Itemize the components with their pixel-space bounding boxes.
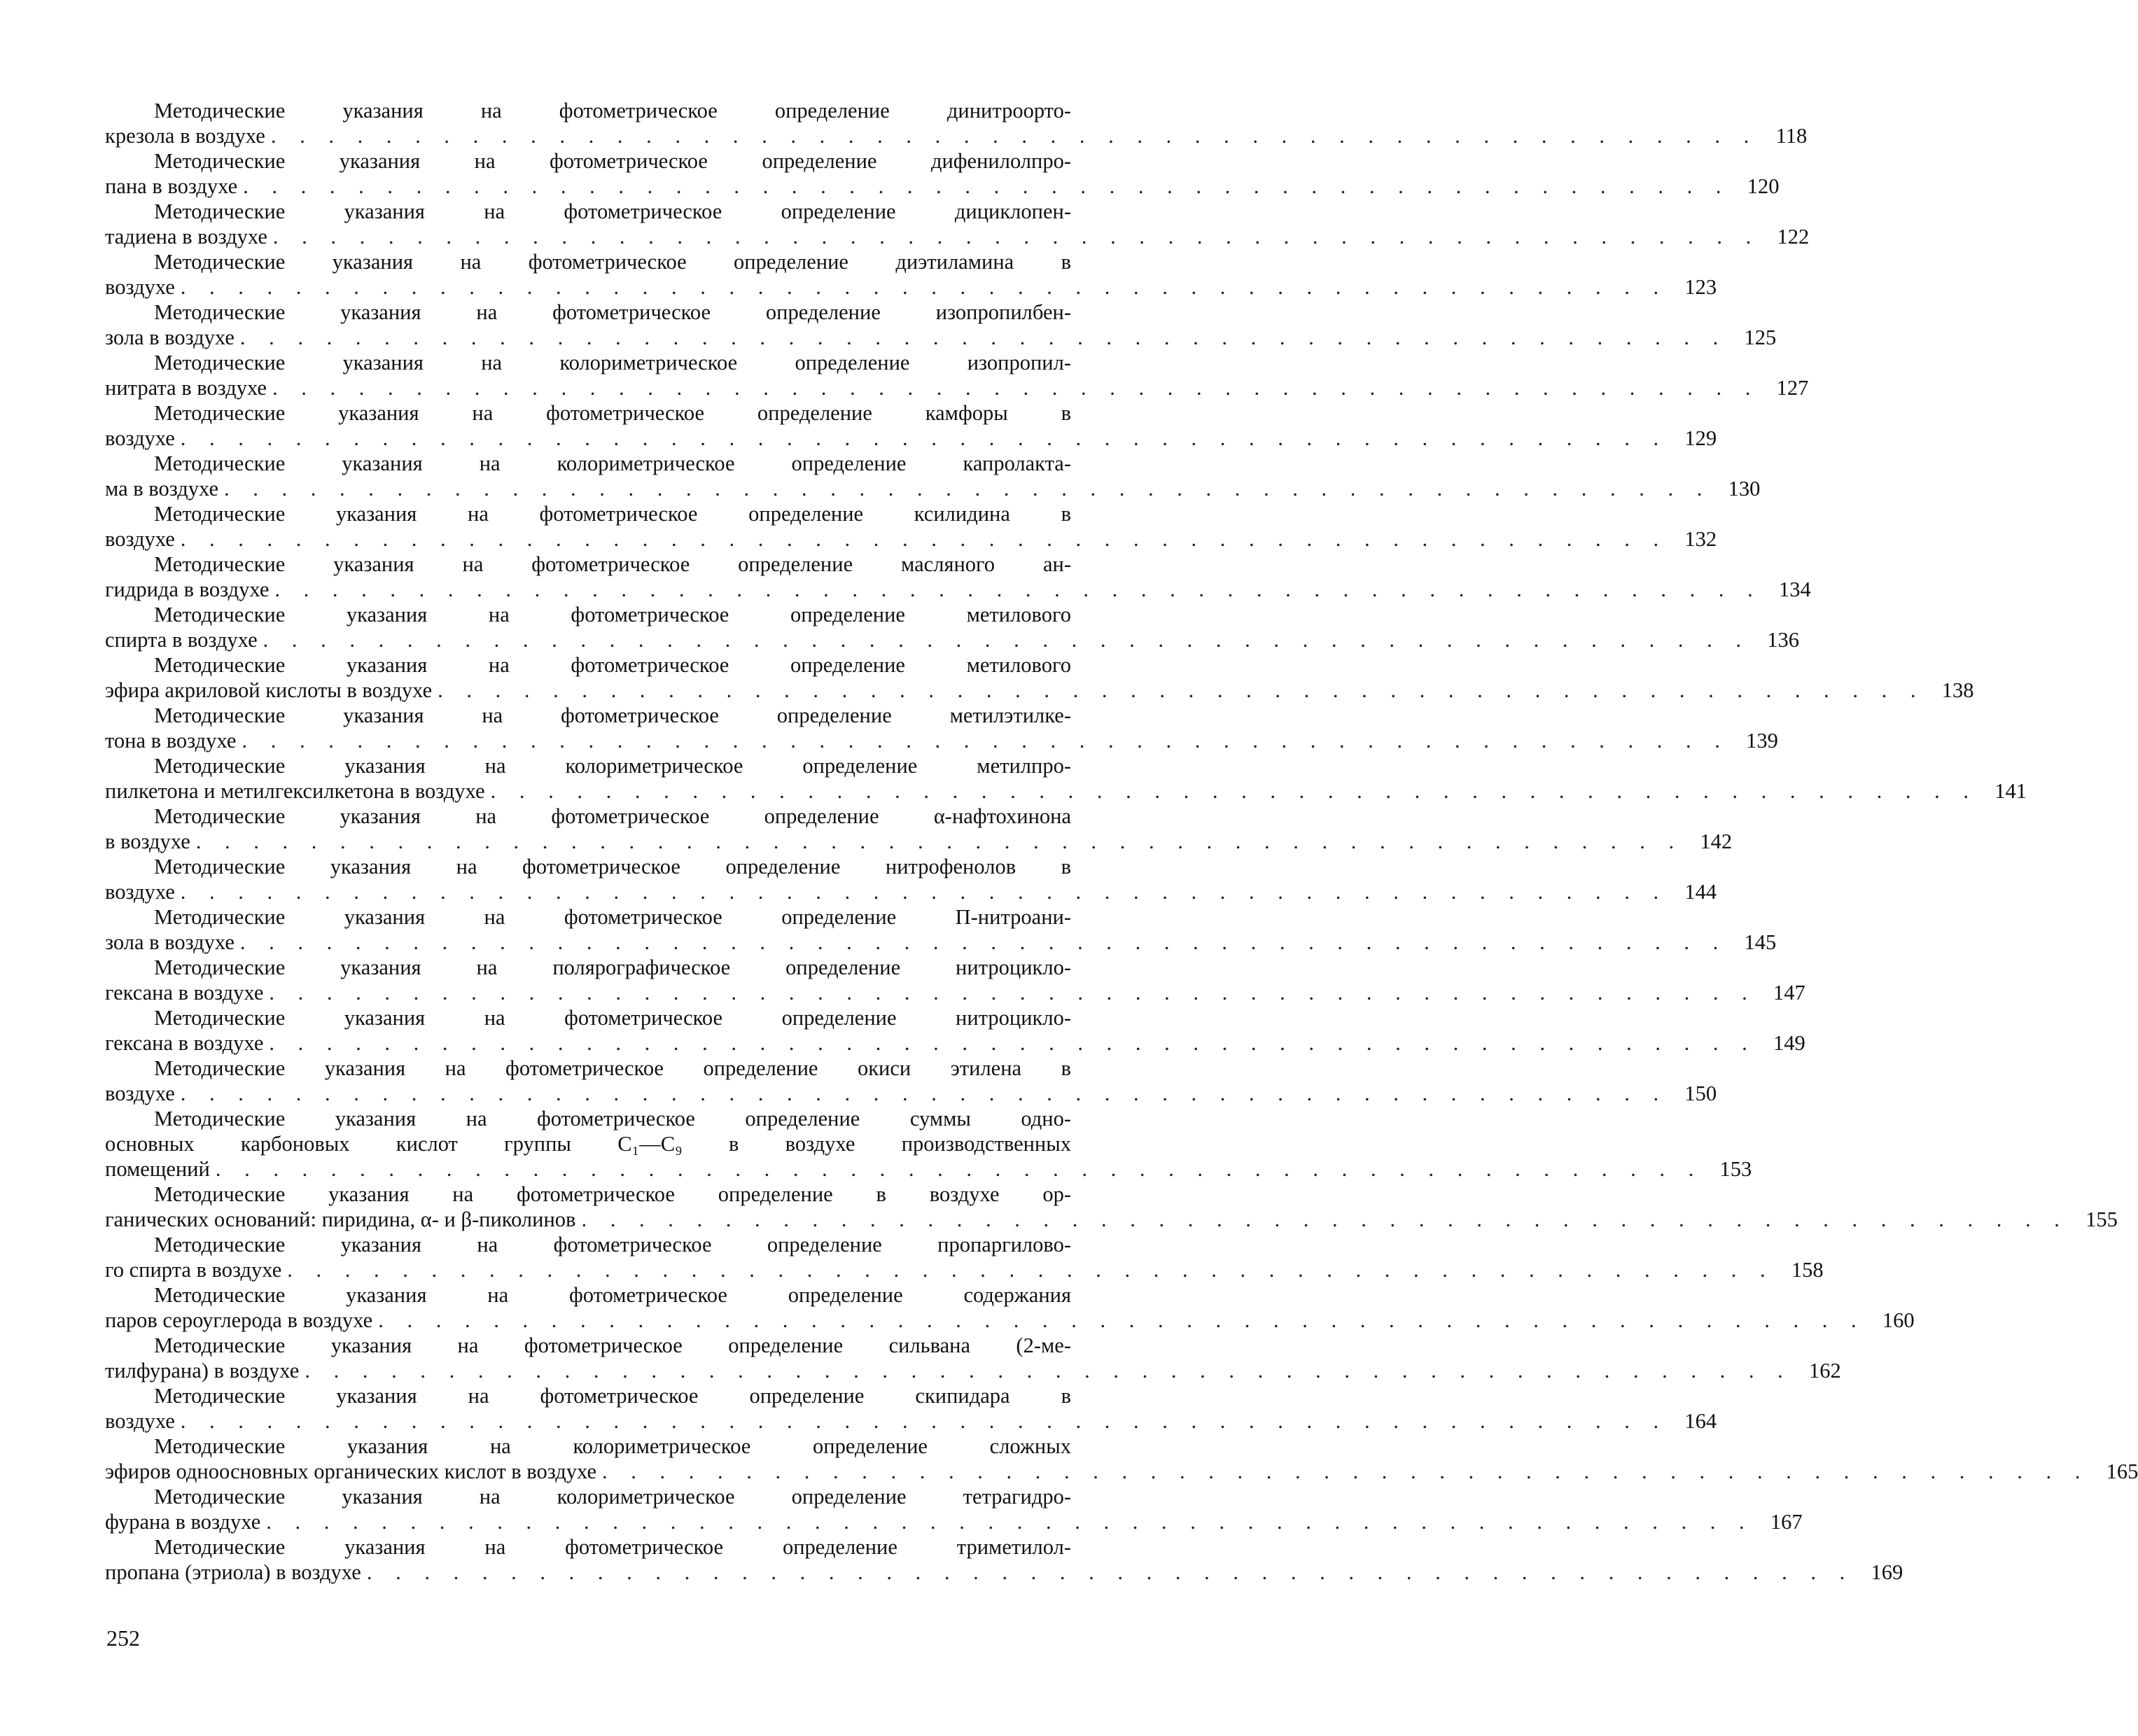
entry-page-number: 167 [1770, 1510, 1803, 1534]
toc-entry [105, 1005, 1805, 1056]
entry-title-line: тона в воздухе [105, 729, 237, 752]
entry-title-line: Методические указания на фотометрическое определение диэтиламина в [154, 250, 1071, 274]
dot-leader: . . . . . . . . . . . . . . . . . . . . . . . . . . . . . . . . . . . . . . . . . . . . . . . . . . . . [242, 729, 1729, 752]
dot-leader: . . . . . . . . . . . . . . . . . . . . . . . . . . . . . . . . . . . . . . . . . . . . . . . . . . . . [239, 930, 1728, 954]
entry-title-line: пилкетона и метилгексилкетона в воздухе [105, 779, 485, 803]
entry-last-line [105, 1081, 1717, 1106]
entry-title-line: зола в воздухе [105, 326, 235, 349]
entry-page-number: 129 [1684, 426, 1717, 450]
toc-entry [105, 300, 1777, 350]
entry-title-line: фурана в воздухе [105, 1510, 261, 1534]
toc-entry [105, 1333, 1841, 1383]
entry-last-line [105, 627, 1800, 652]
toc-entry [105, 199, 1810, 249]
entry-last-line [105, 426, 1717, 451]
entry-page-number: 136 [1767, 628, 1800, 652]
entry-title-line: пана в воздухе [105, 174, 238, 198]
toc-entry [105, 1182, 2118, 1232]
entry-title-line: Методические указания на колориметрическое определение сложных [154, 1434, 1071, 1458]
entry-last-line [105, 375, 1809, 400]
entry-title-line: Методические указания на фотометрическое определение α-нафтохинона [154, 804, 1071, 828]
entry-page-number: 120 [1747, 174, 1780, 198]
toc-entry [105, 501, 1717, 552]
entry-title-line: Методические указания на фотометрическое определение сильвана (2-ме- [154, 1334, 1071, 1357]
entry-title-line: Методические указания на фотометрическое определение нитроцикло- [154, 1006, 1071, 1030]
entry-page-number: 132 [1684, 527, 1717, 551]
entry-last-line [105, 1509, 1803, 1534]
entry-page-number: 155 [2085, 1208, 2118, 1231]
entry-title-line: Методические указания на фотометрическое определение дифенилолпро- [154, 149, 1071, 173]
entry-title-line: Методические указания на фотометрическое определение пропаргилово- [154, 1233, 1071, 1256]
entry-last-line [105, 1207, 2118, 1232]
toc-entry [105, 854, 1717, 904]
entry-title-line: Методические указания на фотометрическое определение триметилол- [154, 1535, 1071, 1559]
entry-last-line [105, 678, 1974, 703]
entry-page-number: 134 [1779, 578, 1811, 601]
entry-title-line: Методические указания на фотометрическое определение скипидара в [154, 1384, 1071, 1408]
entry-title-line: Методические указания на колориметрическое определение изопропил- [154, 351, 1071, 374]
toc-entry [105, 451, 1761, 501]
entry-last-line [105, 879, 1717, 904]
entry-title-line: ганических оснований: пиридина, α- и β-пиколинов [105, 1208, 576, 1231]
entry-title-line: эфира акриловой кислоты в воздухе [105, 678, 433, 702]
entry-title-line: го спирта в воздухе [105, 1258, 282, 1282]
toc-entry [105, 1434, 2138, 1484]
entry-last-line [105, 274, 1717, 300]
dot-leader: . . . . . . . . . . . . . . . . . . . . . . . . . . . . . . . . . . . . . . . . . . . . . . . . . . . . [215, 1157, 1703, 1181]
entry-page-number: 160 [1882, 1308, 1915, 1332]
entry-title-line: паров сероуглерода в воздухе [105, 1308, 373, 1332]
entry-title-line: Методические указания на колориметрическое определение тетрагидро- [154, 1485, 1071, 1508]
toc-entry [105, 552, 1811, 602]
entry-title-line: в воздухе [105, 830, 190, 853]
toc-entry [105, 652, 1974, 703]
entry-page-number: 141 [1994, 779, 2027, 803]
toc-entry [105, 249, 1717, 300]
toc-entry [105, 1106, 1752, 1182]
toc-entry [105, 1232, 1824, 1282]
entry-title-line: помещений [105, 1157, 210, 1181]
entry-page-number: 127 [1776, 376, 1809, 400]
entry-last-line [105, 174, 1780, 199]
dot-leader: . . . . . . . . . . . . . . . . . . . . . . . . . . . . . . . . . . . . . . . . . . . . . . . . . . . . [266, 1510, 1754, 1534]
entry-title-line: воздухе [105, 880, 175, 904]
entry-last-line [105, 1308, 1915, 1333]
entry-title-line: воздухе [105, 275, 175, 299]
entry-title-line: зола в воздухе [105, 930, 235, 954]
dot-leader: . . . . . . . . . . . . . . . . . . . . . . . . . . . . . . . . . . . . . . . . . . . . . . . . . . . . [490, 779, 1978, 803]
entry-last-line [105, 526, 1717, 552]
dot-leader: . . . . . . . . . . . . . . . . . . . . . . . . . . . . . . . . . . . . . . . . . . . . . . . . . . . . [272, 225, 1761, 248]
toc-entry [105, 350, 1809, 400]
toc-entry [105, 753, 2027, 804]
entry-title-line: Методические указания на фотометрическое определение масляного ан- [154, 552, 1071, 576]
entry-page-number: 149 [1773, 1031, 1805, 1055]
page-number: 252 [106, 1625, 140, 1651]
entry-title-line: Методические указания на фотометрическое определение содержания [154, 1283, 1071, 1307]
entry-title-line: нитрата в воздухе [105, 376, 267, 400]
entry-page-number: 164 [1684, 1409, 1717, 1433]
entry-page-number: 130 [1728, 477, 1761, 500]
dot-leader: . . . . . . . . . . . . . . . . . . . . . . . . . . . . . . . . . . . . . . . . . . . . . . . . . . . . [269, 1031, 1756, 1055]
entry-last-line [105, 577, 1811, 602]
entry-title-line: Методические указания на фотометрическое определение метилового [154, 653, 1071, 677]
entry-last-line [105, 1257, 1824, 1282]
entry-title-line: воздухе [105, 426, 175, 450]
entry-last-line [105, 1030, 1805, 1056]
entry-title-line: воздухе [105, 1082, 175, 1105]
entry-title-line: Методические указания на фотометрическое определение дициклопен- [154, 200, 1071, 223]
entry-title-line: тадиена в воздухе [105, 225, 267, 248]
dot-leader: . . . . . . . . . . . . . . . . . . . . . . . . . . . . . . . . . . . . . . . . . . . . . . . . . . . . [272, 376, 1760, 400]
entry-page-number: 165 [2106, 1460, 2138, 1483]
entry-title-line: Методические указания на фотометрическое определение окиси этилена в [154, 1056, 1071, 1080]
dot-leader: . . . . . . . . . . . . . . . . . . . . . . . . . . . . . . . . . . . . . . . . . . . . . . . . . . . . [239, 326, 1728, 349]
entry-last-line [105, 1560, 1903, 1585]
entry-title-line: Методические указания на полярографическое определение нитроцикло- [154, 955, 1071, 979]
entry-last-line [105, 123, 1808, 148]
dot-leader: . . . . . . . . . . . . . . . . . . . . . . . . . . . . . . . . . . . . . . . . . . . . . . . . . . . . [287, 1258, 1775, 1282]
toc-entry [105, 904, 1777, 955]
entry-page-number: 138 [1941, 678, 1974, 702]
entry-page-number: 153 [1719, 1157, 1752, 1181]
entry-title-line: гексана в воздухе [105, 981, 264, 1004]
entry-last-line [105, 325, 1777, 350]
entry-page-number: 125 [1744, 326, 1777, 349]
entry-page-number: 122 [1777, 225, 1810, 248]
dot-leader: . . . . . . . . . . . . . . . . . . . . . . . . . . . . . . . . . . . . . . . . . . . . . . . . . . . . [180, 275, 1668, 299]
toc-entry [105, 1282, 1915, 1333]
entry-title-line: воздухе [105, 527, 175, 551]
entry-title-line: спирта в воздухе [105, 628, 258, 652]
dot-leader: . . . . . . . . . . . . . . . . . . . . . . . . . . . . . . . . . . . . . . . . . . . . . . . . . . . . [180, 1082, 1668, 1105]
entry-last-line [105, 1358, 1841, 1383]
entry-title-line: эфиров одноосновных органических кислот в воздухе [105, 1460, 597, 1483]
entry-title-line: воздухе [105, 1409, 175, 1433]
entry-title-line: гидрида в воздухе [105, 578, 270, 601]
dot-leader: . . . . . . . . . . . . . . . . . . . . . . . . . . . . . . . . . . . . . . . . . . . . . . . . . . . . [224, 477, 1712, 500]
entry-page-number: 139 [1746, 729, 1778, 752]
toc-entry [105, 804, 1733, 854]
entry-title-line: гексана в воздухе [105, 1031, 264, 1055]
entry-title-line: Методические указания на фотометрическое определение метилэтилке- [154, 704, 1071, 727]
entry-last-line [105, 1459, 2138, 1484]
entry-page-number: 162 [1808, 1359, 1841, 1382]
entry-last-line [105, 1156, 1752, 1182]
entry-title-line: Методические указания на фотометрическое определение метилового [154, 603, 1071, 626]
toc-entry [105, 1484, 1803, 1534]
entry-page-number: 142 [1700, 830, 1733, 853]
toc-entry [105, 955, 1805, 1005]
dot-leader: . . . . . . . . . . . . . . . . . . . . . . . . . . . . . . . . . . . . . . . . . . . . . . . . . . . . [180, 1409, 1668, 1433]
dot-leader: . . . . . . . . . . . . . . . . . . . . . . . . . . . . . . . . . . . . . . . . . . . . . . . . . . . . [602, 1460, 2090, 1483]
entry-last-line [105, 1408, 1717, 1434]
dot-leader: . . . . . . . . . . . . . . . . . . . . . . . . . . . . . . . . . . . . . . . . . . . . . . . . . . . . [305, 1359, 1792, 1382]
entry-last-line [105, 224, 1810, 249]
entry-last-line [105, 829, 1733, 854]
entry-page-number: 144 [1684, 880, 1717, 904]
entry-title-line: Методические указания на фотометрическое определение в воздухе ор- [154, 1182, 1071, 1206]
dot-leader: . . . . . . . . . . . . . . . . . . . . . . . . . . . . . . . . . . . . . . . . . . . . . . . . . . . . [243, 174, 1731, 198]
entry-title-line: Методические указания на фотометрическое определение суммы одно- [154, 1107, 1071, 1130]
dot-leader: . . . . . . . . . . . . . . . . . . . . . . . . . . . . . . . . . . . . . . . . . . . . . . . . . . . . [180, 426, 1668, 450]
dot-leader: . . . . . . . . . . . . . . . . . . . . . . . . . . . . . . . . . . . . . . . . . . . . . . . . . . . . [274, 578, 1762, 601]
dot-leader: . . . . . . . . . . . . . . . . . . . . . . . . . . . . . . . . . . . . . . . . . . . . . . . . . . . . [270, 124, 1759, 148]
dot-leader: . . . . . . . . . . . . . . . . . . . . . . . . . . . . . . . . . . . . . . . . . . . . . . . . . . . . [195, 830, 1684, 853]
entry-last-line [105, 728, 1778, 753]
entry-page-number: 169 [1871, 1560, 1903, 1584]
toc-entry [105, 703, 1778, 753]
dot-leader: . . . . . . . . . . . . . . . . . . . . . . . . . . . . . . . . . . . . . . . . . . . . . . . . . . . . [378, 1308, 1866, 1332]
entry-title-line: пропана (этриола) в воздухе [105, 1560, 361, 1584]
entry-last-line [105, 980, 1805, 1005]
entry-title-line: Методические указания на фотометрическое определение изопропилбен- [154, 300, 1071, 324]
dot-leader: . . . . . . . . . . . . . . . . . . . . . . . . . . . . . . . . . . . . . . . . . . . . . . . . . . . . [366, 1560, 1854, 1584]
entry-title-line: Методические указания на фотометрическое определение ксилидина в [154, 502, 1071, 526]
table-of-contents [105, 98, 2138, 1585]
entry-page-number: 150 [1684, 1082, 1717, 1105]
toc-entry [105, 148, 1780, 199]
toc-entry [105, 98, 1808, 148]
toc-entry [105, 1056, 1717, 1106]
entry-page-number: 145 [1744, 930, 1777, 954]
entry-page-number: 123 [1684, 275, 1717, 299]
toc-entry [105, 400, 1717, 451]
toc-entry [105, 602, 1800, 652]
dot-leader: . . . . . . . . . . . . . . . . . . . . . . . . . . . . . . . . . . . . . . . . . . . . . . . . . . . . [269, 981, 1756, 1004]
entry-page-number: 158 [1791, 1258, 1824, 1282]
dot-leader: . . . . . . . . . . . . . . . . . . . . . . . . . . . . . . . . . . . . . . . . . . . . . . . . . . . . [263, 628, 1751, 652]
entry-title-line: крезола в воздухе [105, 124, 265, 148]
toc-entry [105, 1383, 1717, 1434]
entry-title-line: Методические указания на фотометрическое определение камфоры в [154, 401, 1071, 425]
entry-title-line: Методические указания на колориметрическое определение капролакта- [154, 451, 1071, 475]
entry-title-line: Методические указания на колориметрическое определение метилпро- [154, 754, 1071, 778]
entry-page-number: 118 [1775, 124, 1808, 148]
entry-title-line: основных карбоновых кислот группы C₁—C₉ в воздухе производственных [105, 1132, 1071, 1156]
entry-page-number: 147 [1773, 981, 1805, 1004]
dot-leader: . . . . . . . . . . . . . . . . . . . . . . . . . . . . . . . . . . . . . . . . . . . . . . . . . . . . [180, 527, 1668, 551]
entry-title-line: тилфурана) в воздухе [105, 1359, 300, 1382]
entry-title-line: Методические указания на фотометрическое определение П-нитроани- [154, 905, 1071, 929]
entry-title-line: ма в воздухе [105, 477, 219, 500]
dot-leader: . . . . . . . . . . . . . . . . . . . . . . . . . . . . . . . . . . . . . . . . . . . . . . . . . . . . [581, 1208, 2069, 1231]
entry-last-line [105, 778, 2027, 804]
entry-title-line: Методические указания на фотометрическое определение нитрофенолов в [154, 855, 1071, 878]
entry-last-line [105, 930, 1777, 955]
dot-leader: . . . . . . . . . . . . . . . . . . . . . . . . . . . . . . . . . . . . . . . . . . . . . . . . . . . . [180, 880, 1668, 904]
entry-title-line: Методические указания на фотометрическое определение динитроорто- [154, 99, 1071, 122]
dot-leader: . . . . . . . . . . . . . . . . . . . . . . . . . . . . . . . . . . . . . . . . . . . . . . . . . . . . [438, 678, 1925, 702]
entry-last-line [105, 476, 1761, 501]
toc-entry [105, 1534, 1903, 1585]
